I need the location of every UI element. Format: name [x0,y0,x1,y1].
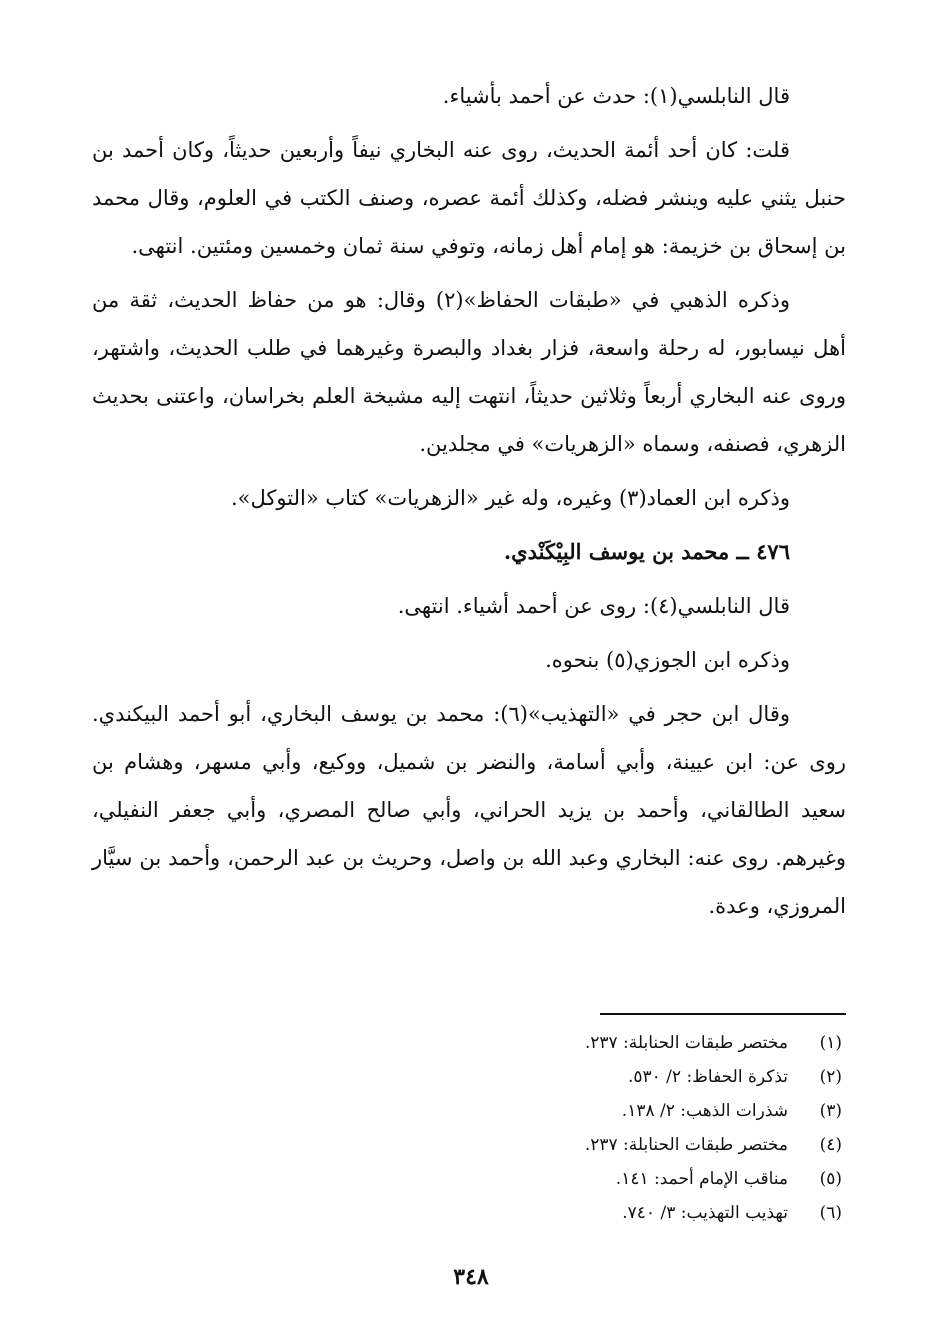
footnote-text: تهذيب التهذيب: ٣/ ٧٤٠. [622,1203,788,1223]
footnote [92,1162,846,1196]
footnote-number: (٢) [819,1067,842,1087]
page-number: ٣٤٨ [453,1264,489,1290]
paragraph-ibn-hajar: وقال ابن حجر في «التهذيب»(٦): محمد بن يوسف البخاري، أبو أحمد البيكندي. روى عن: ابن عيينة، وأبي أسامة، والنضر بن شميل، ووكيع، وأبي مسهر، وهشام بن سعيد الطالقاني، وأحمد بن يزيد الحراني، وأبي صالح المصري، وأبي جعفر النفيلي، وغيرهم. روى عنه: البخاري وعبد الله بن واصل، وحريث بن عبد الرحمن، وأحمد بن سيَّار المروزي، وعدة. [92,702,846,918]
paragraph-dhahabi: وذكره الذهبي في «طبقات الحفاظ»(٢) وقال: هو من حفاظ الحديث، ثقة من أهل نيسابور، له رحلة واسعة، فزار بغداد والبصرة وغيرهما في طلب الحديث، واشتهر، وروى عنه البخاري أربعاً وثلاثين حديثاً، انتهت إليه مشيخة العلم بخراسان، واعتنى بحديث الزهري، فصنفه، وسماه «الزهريات» في مجلدين. [92,288,846,456]
footnotes [92,1026,846,1230]
footnote-number: (٤) [819,1135,842,1155]
paragraph-nabulsi-2: قال النابلسي(٤): روى عن أحمد أشياء. انتهى. [397,594,790,618]
footnote-text: مناقب الإمام أحمد: ١٤١. [615,1169,788,1189]
footnote-number: (٥) [819,1169,842,1189]
footnote-number: (٣) [819,1101,842,1121]
paragraph-ibn-jawzi: وذكره ابن الجوزي(٥) بنحوه. [545,648,790,672]
footnote-text: مختصر طبقات الحنابلة: ٢٣٧. [584,1135,788,1155]
footnote-divider [600,1013,846,1015]
footnote-number: (١) [819,1033,842,1053]
paragraph-nabulsi-1: قال النابلسي(١): حدث عن أحمد بأشياء. [442,84,790,108]
paragraph-qultu: قلت: كان أحد أئمة الحديث، روى عنه البخاري نيفاً وأربعين حديثاً، وكان أحمد بن حنبل يثني عليه وينشر فضله، وكذلك أئمة عصره، وصنف الكتب في العلوم، وقال محمد بن إسحاق بن خزيمة: هو إمام أهل زمانه، وتوفي سنة ثمان وخمسين ومئتين. انتهى. [92,138,847,258]
footnote-number: (٦) [819,1203,842,1223]
footnote-text: تذكرة الحفاظ: ٢/ ٥٣٠. [627,1067,788,1087]
main-text [92,72,846,936]
footnote [92,1128,846,1162]
footnote-text: مختصر طبقات الحنابلة: ٢٣٧. [584,1033,788,1053]
footnote-text: شذرات الذهب: ٢/ ١٣٨. [621,1101,788,1121]
footnote [92,1196,846,1230]
footnote [92,1060,846,1094]
entry-heading: ٤٧٦ ــ محمد بن يوسف البِيْكَنْدي. [503,539,790,564]
paragraph-ibn-imad: وذكره ابن العماد(٣) وغيره، وله غير «الزهريات» كتاب «التوكل». [231,486,790,510]
footnote [92,1026,846,1060]
footnote [92,1094,846,1128]
